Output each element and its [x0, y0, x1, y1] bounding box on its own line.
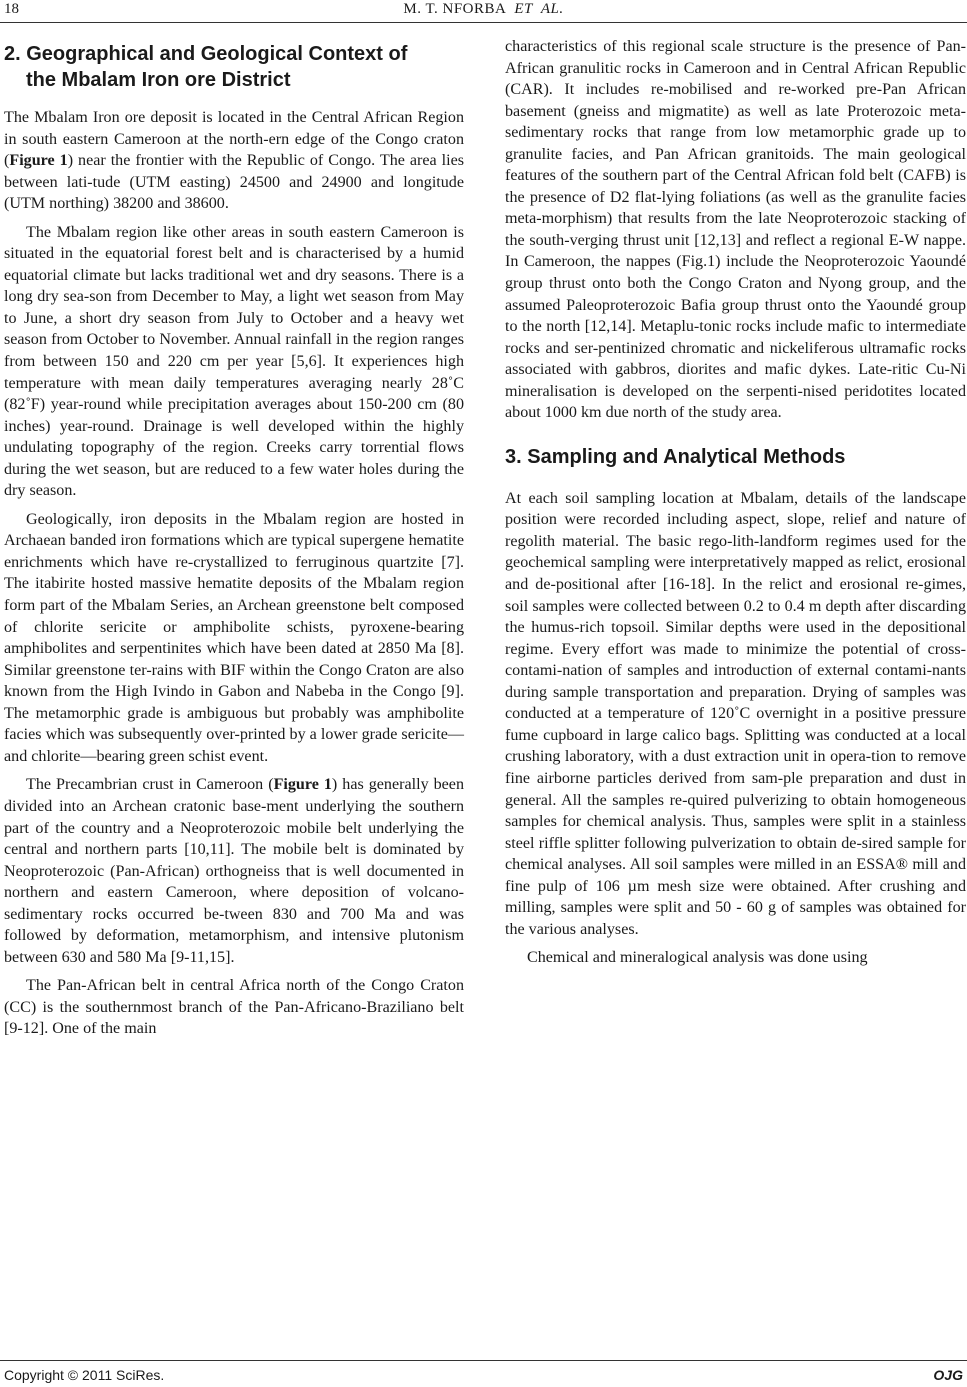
paragraph-text: The Precambrian crust in Cameroon (: [26, 776, 274, 794]
right-column: [505, 36, 966, 976]
copyright-notice: Copyright © 2011 SciRes.: [4, 1367, 165, 1383]
section-2-heading-line1: 2. Geographical and Geological Context of: [4, 43, 408, 65]
page-number: 18: [4, 1, 19, 17]
header-author: M. T. NFORBA: [403, 1, 507, 17]
header-al: AL.: [540, 1, 564, 17]
header-et: ET: [514, 1, 533, 17]
section-2-paragraph-5-continued: characteristics of this regional scale structure is the presence of Pan-African granulitic rocks in Cameroon and in Central African Republic (CAR). It includes re-mobilised and re-worked pre-Pan African basement (gneiss and migmatite) as well as late Proterozoic meta-sedimentary rocks that range from low metamorphic grade up to granulite facies, and Pan African granitoids. The main geological features of the southern part of the Central African fold belt (CAFB) is the presence of D2 flat-lying foliations (as well as the granulite facies meta-morphism) that results from the late Neoproterozoic stacking of the south-verging thrust unit [12,13] and reflect a regional E-W nappe. In Cameroon, the nappes (Fig.1) include the Neoproterozoic Yaoundé group thrust onto both the Congo Craton and Nyong group, and the assumed Paleoproterozoic Bafia group thrust onto the Yaoundé group to the north [12,14]. Metaplu-tonic rocks include mafic to intermediate rocks and ser-pentinized chromatic and nickeliferous ultramafic rocks associated with gabbros, diorites and mafic dykes. Late-ritic Cu-Ni mineralisation is developed on the serpenti-nised peridotites located about 1000 km due north of the study area.: [505, 38, 966, 422]
section-2-paragraph-1: [4, 107, 464, 215]
running-title: [0, 1, 967, 18]
left-column: [4, 36, 464, 1047]
section-2-paragraph-4: [4, 774, 464, 968]
section-2-heading: [4, 41, 464, 93]
section-2-paragraph-5: The Pan-African belt in central Africa north of the Congo Craton (CC) is the southernmost branch of the Pan-Africano-Braziliano belt [9-12]. One of the main: [4, 977, 464, 1038]
paragraph-text: The Mbalam Iron ore deposit is located in the Central African Region in south eastern Cameroon at the north-ern edge of the Congo craton (: [4, 109, 464, 170]
running-header: [0, 0, 967, 23]
section-2-heading-line2: the Mbalam Iron ore District: [26, 69, 291, 91]
paragraph-text: ) near the frontier with the Republic of Congo. The area lies between lati-tude (UTM easting) 24500 and 24900 and longitude (UTM northing) 38200 and 38600.: [4, 152, 464, 213]
section-2-paragraph-3: Geologically, iron deposits in the Mbalam region are hosted in Archaean banded iron formations which are typical supergene hematite enrichments which have re-crystallized to ferruginous quartzite [7]. The itabirite hosted massive hematite deposits of the Mbalam region form part of the Mbalam Series, an Archean greenstone belt composed of chlorite sericite or amphibolite schists, pyroxene-bearing amphibolites and serpentinites which have been dated at 2850 Ma [8]. Similar greenstone ter-rains with BIF within the Congo Craton are also known from the High Ivindo in Gabon and Nabeba in the Congo [9]. The metamorphic grade is ambiguous but probably was amphibolite facies which was subsequently over-printed by a lower grade sericite—and chlorite—bearing green schist event.: [4, 510, 464, 765]
section-2-paragraph-2: The Mbalam region like other areas in south eastern Cameroon is situated in the equatorial forest belt and is characterised by a humid equatorial climate but lacks traditional wet and dry seasons. There is a long dry sea-son from December to May, a light wet season from May to June, a short dry season from July to October and a heavy wet season from October to November. Annual rainfall in the region ranges from between 150 and 220 cm per year [5,6]. It experiences high temperature with mean daily temperatures averaging nearly 28˚C (82˚F) year-round while precipitation averages about 150-200 cm (80 inches) year-round. Drainage is well developed within the highly undulating topography of the region. Creeks carry torrential flows during the wet season, but are reduced to a few water holes during the dry season.: [4, 223, 464, 500]
section-3-paragraph-1: At each soil sampling location at Mbalam, details of the landscape position were recorded including aspect, slope, relief and nature of regolith material. The basic rego-lith-landform regimes used for the geochemical sampling were interpretatively mapped as relict, erosional and de-positional after [16-18]. In the relict and erosional re-gimes, soil samples were collected between 0.2 to 0.4 m depth after discarding the humus-rich topsoil. Similar depths were used in the depositional regime. Every effort was made to minimize the potential of cross-contami-nation of samples and introduction of external contami-nants during sample transportation and preparation. Drying of samples was conducted at a temperature of 120˚C overnight in a positive pressure fume cupboard in large calico bags. Splitting was conducted at a local crushing laboratory, with a dust extraction unit in opera-tion to remove fine airborne particles derived from sam-ple preparation and dust in general. All the samples re-quired pulverizing to obtain homogeneous samples for chemical analysis. Thus, samples were split in a stainless steel riffle splitter following pulverization to obtain de-sired sample for chemical analyses. All soil samples were milled in an ESSA® mill and fine pulp of 106 µm mesh size were obtained. After crushing and milling, samples were split and 50 - 60 g of samples was obtained for the various analyses.: [505, 489, 966, 938]
section-3-paragraph-2: Chemical and mineralogical analysis was done using: [527, 949, 868, 967]
figure-1-reference[interactable]: Figure 1: [9, 152, 68, 170]
journal-abbreviation: OJG: [933, 1367, 963, 1383]
paragraph-text: ) has generally been divided into an Archean cratonic base-ment underlying the southern part of the country and a Neoproterozoic mobile belt underlying the central and northern parts [10,11]. The mobile belt is dominated by Neoproterozoic (Pan-African) orthogneiss that is well documented in northern and eastern Cameroon, where deposition of volcano-sedimentary rocks occurred be-tween 830 and 700 Ma and was followed by deformation, metamorphism, and intensive plutonism between 630 and 580 Ma [9-11,15].: [4, 776, 464, 966]
figure-1-reference[interactable]: Figure 1: [273, 776, 332, 794]
section-3-heading: 3. Sampling and Analytical Methods: [505, 445, 846, 468]
page-footer: [0, 1360, 967, 1387]
